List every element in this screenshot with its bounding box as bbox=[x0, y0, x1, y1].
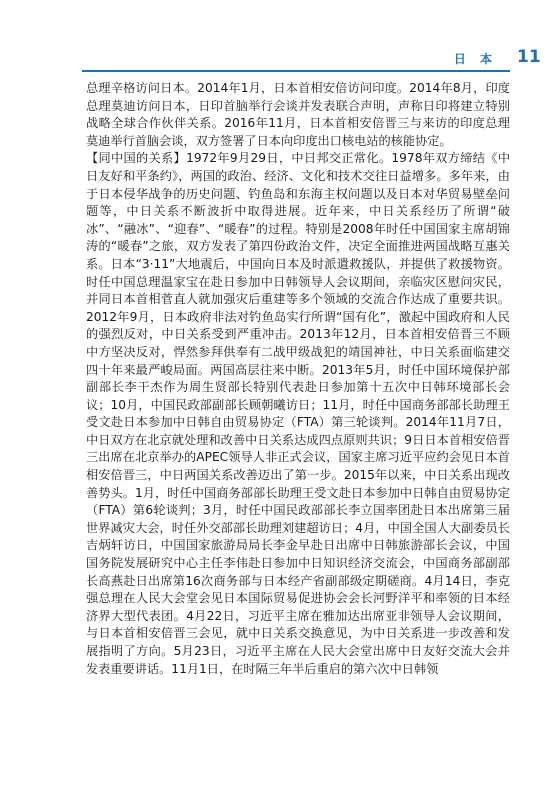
paragraph-india-relations: 总理辛格访问日本。2014年1月，日本首相安倍访问印度。2014年8月，印度总理莫迪访问日本，日印首脑举行会谈并发表联合声明，声称日印将建立特别战略全球合作伙伴关系。2016年11月，日本首相安倍晋三与来访的印度总理莫迪举行首脑会谈，双方签署了日本向印度出口核电站的核能协定。 bbox=[86, 81, 510, 148]
section-title: 日 本 bbox=[453, 52, 497, 66]
paragraph-heading: 【同中国的关系】 bbox=[86, 151, 187, 166]
paragraph-body: 1972年9月29日，中日邦交正常化。1978年双方缔结《中日友好和平条约》，两国的政治、经济、文化和技术交往日益增多。多年来，由于日本侵华战争的历史问题、钓鱼岛和东海主权问题以及日本对华贸易壁垒问题等，中日关系不断波折中取得进展。近年来，中日关系经历了所谓“破冰”、“融冰”、“迎春”、“暖春”的过程。特别是2008年时任中国国家主席胡锦涛的“暖春”之旅，双方发表了第四份政治文件，决定全面推进两国战略互惠关系。日本“3·11”大地震后，中国向日本及时派遣救援队，并提供了救援物资。时任中国总理温家宝在赴日参加中日韩领导人会议期间，亲临灾区慰问灾民，并同日本首相菅直人就加强灾后重建等多个领域的交流合作达成了重要共识。2012年9月，日本政府非法对钓鱼岛实行所谓“国有化”，激起中国政府和人民的强烈反对，中日关系受到严重冲击。2013年12月，日本首相安倍晋三不顾中方坚决反对，悍然参拜供奉有二战甲级战犯的靖国神社，中日关系面临建交四十年来最严峻局面。两国高层往来中断。2013年5月，时任中国环境保护部副部长李干杰作为周生贤部长特别代表赴日参加第十五次中日韩环境部长会议；10月，中国民政部副部长顾朝曦访日；11月，时任中国商务部部长助理王受文赴日本参加中日韩自由贸易协定（FTA）第三轮谈判。2014年11月7日，中日双方在北京就处理和改善中日关系达成四点原则共识；9日日本首相安倍晋三出席在北京举办的APEC领导人非正式会议，国家主席习近平应约会见日本首相安倍晋三，中日两国关系改善迈出了第一步。2015年以来，中日关系出现改善势头。1月，时任中国商务部部长助理王受文赴日本参加中日韩自由贸易协定（FTA）第6轮谈判；3月，时任中国民政部部长李立国率团赴日本出席第三届世界减灾大会，时任外交部部长助理刘建超访日；4月，中国全国人大副委员长吉炳轩访日，中国国家旅游局局长李金早赴日出席中日韩旅游部长会议，中国国务院发展研究中心主任李伟赴日参加中日知识经济交流会，中国商务部副部长高燕赴日出席第16次商务部与日本经产省副部级定期磋商。4月14日，李克强总理在人民大会堂会见日本国际贸易促进协会会长河野洋平和率领的日本经济界大型代表团。4月22日，习近平主席在雅加达出席亚非领导人会议期间，与日本首相安倍晋三会见，就中日关系交换意见，为中日关系进一步改善和发展指明了方向。5月23日，习近平主席在人民大会堂出席中日友好交流大会并发表重要讲话。11月1日，在时隔三年半后重启的第六次中日韩领 bbox=[86, 151, 511, 676]
body-text bbox=[86, 80, 510, 678]
paragraph-china-relations bbox=[86, 150, 510, 678]
page-header bbox=[0, 47, 559, 74]
header-rule bbox=[82, 70, 510, 72]
page-number: 11 bbox=[517, 47, 541, 67]
